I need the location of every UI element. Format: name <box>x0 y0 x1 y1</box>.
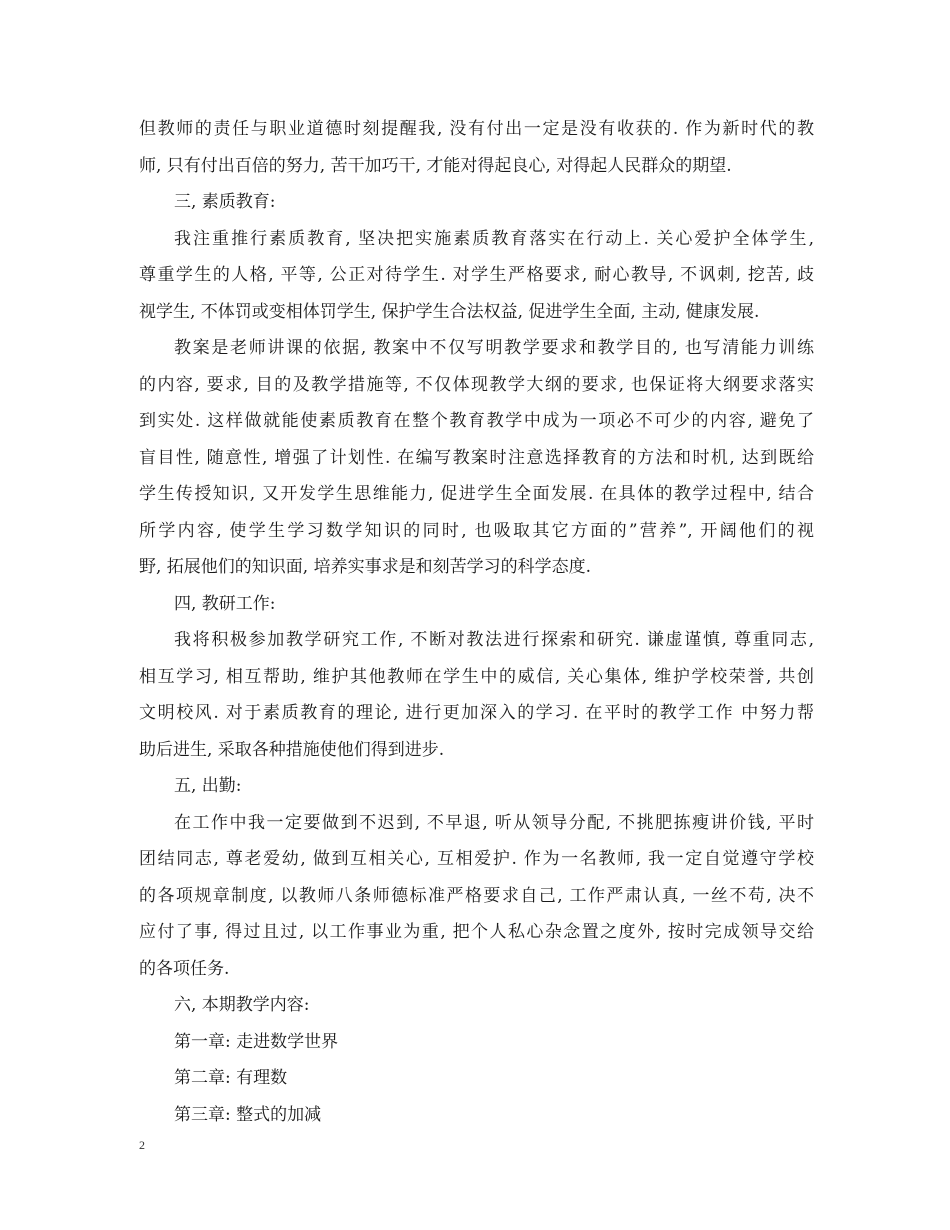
text-line: 文明校风. 对于素质教育的理论, 进行更加深入的学习. 在平时的教学工作 中努力帮 <box>139 703 814 723</box>
text-line: 四, 教研工作: <box>174 593 276 614</box>
text-line: 我将积极参加教学研究工作, 不断对教法进行探索和研究. 谦虚谨慎, 尊重同志, <box>174 630 814 650</box>
text-line: 我注重推行素质教育, 坚决把实施素质教育落实在行动上. 关心爱护全体学生, <box>174 228 814 249</box>
text-line: 尊重学生的人格, 平等, 公正对待学生. 对学生严格要求, 耐心教导, 不讽刺, 挖苦, 歧 <box>139 265 814 285</box>
text-line: 的各项任务. <box>139 958 230 979</box>
text-line: 第三章: 整式的加减 <box>174 1104 322 1125</box>
text-line: 视学生, 不体罚或变相体罚学生, 保护学生合法权益, 促进学生全面, 主动, 健康发展. <box>139 301 760 322</box>
text-line: 但教师的责任与职业道德时刻提醒我, 没有付出一定是没有收获的. 作为新时代的教 <box>139 119 814 139</box>
text-line: 相互学习, 相互帮助, 维护其他教师在学生中的威信, 关心集体, 维护学校荣誉, 共创 <box>139 666 814 687</box>
text-line: 团结同志, 尊老爱幼, 做到互相关心, 互相爱护. 作为一名教师, 我一定自觉遵守学校 <box>139 849 814 869</box>
text-line: 师, 只有付出百倍的努力, 苦干加巧干, 才能对得起良心, 对得起人民群众的期望. <box>139 155 732 176</box>
document-body <box>139 111 814 1133</box>
text-line: 应付了事, 得过且过, 以工作事业为重, 把个人私心杂念置之度外, 按时完成领导交给 <box>139 922 814 942</box>
text-line: 的内容, 要求, 目的及教学措施等, 不仅体现教学大纲的要求, 也保证将大纲要求落实 <box>139 374 814 395</box>
text-line: 到实处. 这样做就能使素质教育在整个教育教学中成为一项必不可少的内容, 避免了 <box>139 411 814 431</box>
text-line: 三, 素质教育: <box>174 192 276 212</box>
text-line: 所学内容, 使学生学习数学知识的同时, 也吸取其它方面的”营养”, 开阔他们的视 <box>139 520 814 541</box>
text-line: 六, 本期教学内容: <box>174 995 310 1015</box>
text-line: 助后进生, 采取各种措施使他们得到进步. <box>139 739 445 760</box>
text-line: 第一章: 走进数学世界 <box>174 1031 339 1052</box>
text-line: 教案是老师讲课的依据, 教案中不仅写明教学要求和教学目的, 也写清能力训练 <box>174 338 814 358</box>
text-line: 野, 拓展他们的知识面, 培养实事求是和刻苦学习的科学态度. <box>139 557 592 577</box>
text-line: 的各项规章制度, 以教师八条师德标准严格要求自己, 工作严肃认真, 一丝不苟, 决不 <box>139 885 814 906</box>
page-number: 2 <box>139 1138 145 1152</box>
text-line: 学生传授知识, 又开发学生思维能力, 促进学生全面发展. 在具体的教学过程中, 结合 <box>139 484 814 504</box>
text-line: 第二章: 有理数 <box>174 1068 288 1088</box>
text-line: 在工作中我一定要做到不迟到, 不早退, 听从领导分配, 不挑肥拣瘦讲价钱, 平时 <box>174 812 814 833</box>
text-line: 五, 出勤: <box>174 776 242 796</box>
text-line: 盲目性, 随意性, 增强了计划性. 在编写教案时注意选择教育的方法和时机, 达到既给 <box>139 447 814 468</box>
